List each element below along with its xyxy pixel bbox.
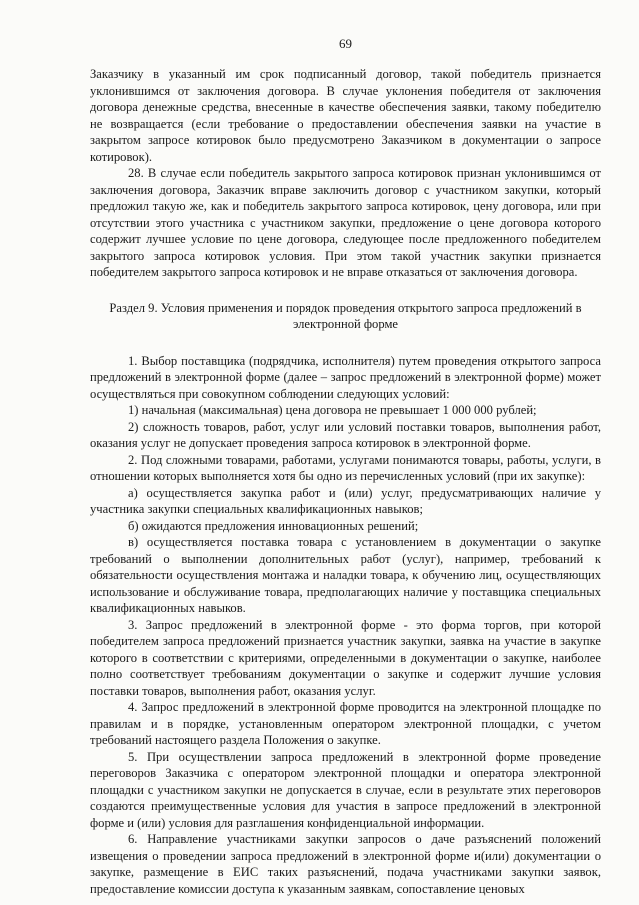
paragraph: 3. Запрос предложений в электронной форме - это форма торгов, при которой победителем запроса предложений признается участник закупки, заявка на участие в закупке которого в соответствии с критериями, определенными в документации о закупке, наиболее полно соответствует требованиям документации о закупке и содержит лучшие условия поставки товаров, выполнения работ, оказания услуг. (90, 617, 601, 698)
paragraph: 2. Под сложными товарами, работами, услугами понимаются товары, работы, услуги, в отношении которых выполняется хотя бы одно из перечисленных условий (при их закупке): (90, 452, 601, 483)
text-bottom (90, 353, 601, 898)
paragraph: Заказчику в указанный им срок подписанный договор, такой победитель признается уклонившимся от заключения договора. В случае уклонения победителя от заключения договора денежные средства, внесенные в качестве обеспечения заявки, такому победителю не возвращается (если требование о предоставлении обеспечения заявки на участие в закрытом запросе котировок было предусмотрено Заказчиком в документации о запросе котировок). (90, 67, 601, 164)
paragraph: 1. Выбор поставщика (подрядчика, исполнителя) путем проведения открытого запроса предложений в электронной форме (далее – запрос предложений в электронной форме) может осуществляться при совокупном соблюдении следующих условий: (90, 353, 601, 401)
page-number: 69 (339, 36, 352, 51)
paragraph: 6. Направление участниками закупки запросов о даче разъяснений положений извещения о проведении запроса предложений в электронной форме и(или) документации о закупке, размещение в ЕИС таких разъяснений, подача участниками закупки заявок, предоставление комиссии доступа к указанным заявкам, сопоставление ценовых (90, 832, 601, 896)
section-heading: Раздел 9. Условия применения и порядок проведения открытого запроса предложений в электронной форме (109, 300, 582, 331)
paragraph: 4. Запрос предложений в электронной форме проводится на электронной площадке по правилам и в порядке, установленным оператором электронной площадки, с учетом требований настоящего раздела Положения о закупке. (90, 700, 601, 747)
paragraph: 1) начальная (максимальная) цена договора не превышает 1 000 000 рублей; (128, 403, 537, 417)
paragraph: 28. В случае если победитель закрытого запроса котировок признан уклонившимся от заключения договора, Заказчик вправе заключить договор с участником закупки, который предложил такую же, как и победитель закрытого запроса котировок, цену договора, или при отсутствии этого участника с участником закупки, предложение о цене договора которого содержит лучшее условие по цене договора, следующее после предложенного победителем закрытого запроса котировок условия. При этом такой участник закупки признается победителем закрытого запроса котировок и не вправе отказаться от заключения договора. (90, 166, 601, 279)
paragraph: в) осуществляется поставка товара с установлением в документации о закупке требований о выполнении дополнительных работ (услуг), например, требований к обязательности осуществления монтажа и наладки товара, к обучению лиц, осуществляющих использование и обслуживание товара, предполагающих наличие у поставщика специальных квалификационных навыков. (90, 535, 601, 615)
paragraph: б) ожидаются предложения инновационных решений; (128, 518, 419, 533)
paragraph: а) осуществляется закупка работ и (или) услуг, предусматривающих наличие у участника закупки специальных квалификационных навыков; (90, 485, 601, 516)
text-top (90, 66, 601, 281)
paragraph: 2) сложность товаров, работ, услуг или условий поставки товаров, выполнения работ, оказания услуг не допускает проведения запроса котировок в электронной форме. (90, 419, 601, 450)
paragraph: 5. При осуществлении запроса предложений в электронной форме проведение переговоров Заказчика с оператором электронной площадки и оператора электронной площадки с участником закупки не допускается в случае, если в результате этих переговоров создаются преимущественные условия для участия в запросе предложений в электронной форме и (или) условия для разглашения конфиденциальной информации. (90, 749, 601, 830)
